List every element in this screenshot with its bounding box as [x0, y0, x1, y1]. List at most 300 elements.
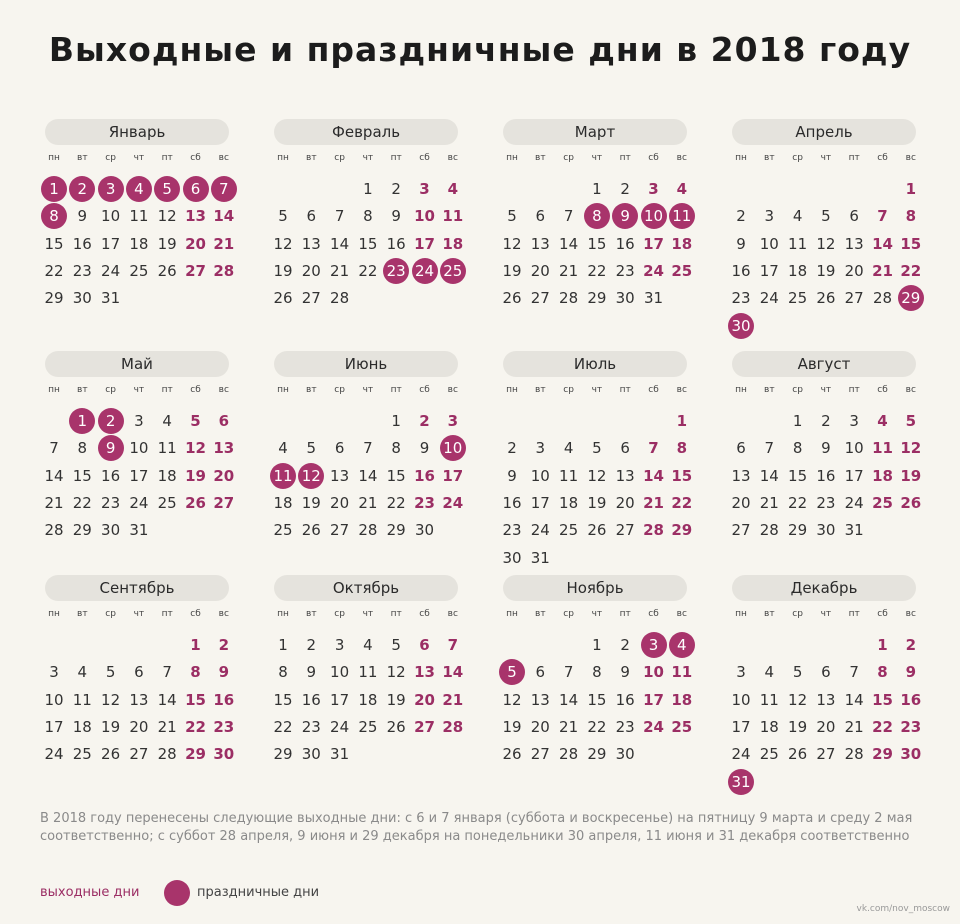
day: 20 [530, 261, 550, 280]
month-2 [269, 119, 463, 339]
weekend-day: 29 [185, 745, 206, 764]
weekend-day: 22 [900, 261, 922, 280]
weekend-day: 1 [676, 412, 688, 430]
day: 5 [507, 207, 517, 226]
month-4 [727, 119, 921, 339]
day: 11 [788, 234, 808, 253]
day: 19 [157, 234, 177, 253]
weekday-label: сб [877, 609, 888, 619]
day: 19 [502, 261, 522, 280]
month-name: Январь [45, 119, 229, 145]
day: 22 [358, 261, 378, 280]
weekend-day: 24 [643, 717, 664, 736]
day: 23 [72, 261, 92, 280]
holiday-day: 9 [98, 435, 124, 461]
weekend-day: 4 [877, 412, 888, 430]
weekend-day: 9 [905, 663, 917, 682]
weekend-day: 2 [218, 636, 230, 654]
month-name: Сентябрь [45, 575, 229, 601]
day: 9 [306, 663, 317, 682]
day: 10 [129, 439, 149, 458]
month-5 [40, 351, 234, 571]
weekday-label: вс [447, 609, 458, 619]
weekday-label: пн [277, 609, 289, 619]
day: 3 [849, 412, 859, 430]
weekend-day: 20 [185, 234, 206, 253]
weekday-label: сб [648, 609, 659, 619]
day: 12 [273, 234, 293, 253]
weekday-label: чт [133, 153, 145, 163]
weekend-day: 10 [414, 207, 435, 226]
holiday-day: 7 [211, 176, 237, 202]
day: 9 [391, 207, 401, 226]
day: 5 [792, 663, 803, 682]
month-name: Декабрь [732, 575, 916, 601]
transfer-note: В 2018 году перенесены следующие выходные дни: с 6 и 7 января (суббота и воскресенье) на пятницу 9 марта и среду 2 мая соответственно; с суббот 28 апреля, 9 июня и 29 декабря на понедельники 30 апреля, 11 июня и 31 декабря соответственно [40, 811, 913, 844]
day: 7 [563, 207, 574, 226]
day: 11 [157, 439, 177, 458]
weekday-label: пн [48, 385, 60, 395]
weekday-label: пт [848, 385, 860, 395]
weekend-day: 14 [213, 207, 235, 226]
day: 15 [788, 466, 808, 485]
day: 19 [587, 493, 607, 512]
day: 25 [129, 261, 149, 280]
day: 6 [334, 439, 345, 458]
month-12 [727, 575, 921, 795]
month-name: Май [45, 351, 229, 377]
day: 24 [759, 289, 779, 308]
day: 9 [620, 663, 630, 682]
holiday-day: 9 [612, 203, 638, 229]
holiday-day: 8 [41, 203, 67, 229]
day: 21 [358, 493, 378, 512]
weekend-day: 13 [185, 207, 206, 226]
day: 4 [792, 207, 803, 226]
weekday-label: вс [218, 609, 229, 619]
weekend-day: 17 [643, 234, 664, 253]
weekday-label: чт [362, 609, 374, 619]
day: 17 [844, 466, 864, 485]
day: 29 [587, 289, 607, 308]
day: 18 [273, 493, 293, 512]
weekend-day: 28 [442, 717, 464, 736]
day: 18 [559, 493, 579, 512]
day: 18 [129, 234, 149, 253]
day: 19 [816, 261, 836, 280]
day: 5 [391, 636, 401, 654]
day: 5 [105, 663, 116, 682]
weekday-label: пн [277, 385, 289, 395]
weekday-label: вс [905, 385, 916, 395]
day: 26 [788, 745, 808, 764]
weekday-label: вт [306, 153, 317, 163]
day: 25 [788, 289, 808, 308]
day: 20 [816, 717, 836, 736]
day: 29 [587, 745, 607, 764]
day: 26 [157, 261, 177, 280]
weekend-day: 13 [213, 439, 235, 458]
weekend-day: 4 [676, 180, 688, 198]
day: 24 [129, 493, 149, 512]
day: 8 [278, 663, 288, 682]
month-name: Март [503, 119, 687, 145]
weekend-day: 15 [900, 234, 922, 253]
weekday-label: чт [591, 385, 603, 395]
weekend-day: 11 [872, 439, 893, 458]
day: 16 [386, 234, 406, 253]
day: 24 [731, 745, 751, 764]
day: 16 [731, 261, 751, 280]
day: 31 [643, 289, 664, 308]
day: 22 [386, 493, 406, 512]
day: 15 [358, 234, 378, 253]
day: 9 [77, 207, 88, 226]
day: 26 [502, 289, 522, 308]
weekend-day: 22 [872, 717, 893, 736]
day: 31 [101, 289, 121, 308]
day: 16 [101, 466, 121, 485]
weekday-label: пн [735, 153, 747, 163]
weekend-day: 11 [442, 207, 464, 226]
day: 25 [273, 521, 293, 540]
day: 3 [736, 663, 746, 682]
weekday-label: вс [905, 153, 916, 163]
day: 9 [419, 439, 430, 458]
day: 19 [301, 493, 321, 512]
day: 1 [391, 412, 401, 430]
day: 15 [587, 234, 607, 253]
day: 30 [72, 289, 92, 308]
day: 8 [792, 439, 803, 458]
holiday-day: 24 [412, 258, 438, 284]
day: 3 [134, 412, 144, 430]
day: 1 [592, 180, 602, 198]
day: 7 [363, 439, 373, 458]
holiday-day: 31 [728, 769, 754, 795]
day: 9 [507, 466, 517, 485]
day: 23 [615, 261, 635, 280]
day: 24 [330, 717, 350, 736]
weekend-day: 16 [213, 690, 235, 709]
weekend-day: 18 [872, 466, 893, 485]
legend-holiday-label: праздничные дни [197, 885, 320, 900]
weekend-day: 1 [905, 180, 917, 198]
day: 4 [278, 439, 288, 458]
day: 17 [129, 466, 149, 485]
weekend-day: 4 [447, 180, 459, 198]
page-title: Выходные и праздничные дни в 2018 году [48, 30, 912, 69]
weekend-day: 24 [643, 261, 664, 280]
day: 27 [844, 289, 864, 308]
day: 8 [77, 439, 88, 458]
holiday-day: 5 [499, 659, 525, 685]
day: 3 [764, 207, 775, 226]
day: 1 [278, 636, 288, 654]
day: 2 [736, 207, 746, 226]
weekday-label: пт [161, 609, 173, 619]
weekday-label: пн [735, 609, 747, 619]
day: 18 [358, 690, 378, 709]
day: 27 [129, 745, 149, 764]
weekday-label: пн [277, 153, 289, 163]
day: 8 [363, 207, 373, 226]
day: 2 [821, 412, 831, 430]
day: 7 [764, 439, 775, 458]
weekday-label: чт [362, 153, 374, 163]
weekday-label: сб [877, 385, 888, 395]
holiday-day: 5 [154, 176, 180, 202]
weekday-label: вт [306, 385, 317, 395]
weekday-label: ср [563, 153, 574, 163]
month-name: Август [732, 351, 916, 377]
day: 26 [386, 717, 406, 736]
weekday-label: вт [77, 609, 88, 619]
day: 7 [334, 207, 345, 226]
day: 12 [386, 663, 406, 682]
weekend-day: 27 [213, 493, 235, 512]
weekday-label: ср [792, 385, 803, 395]
day: 23 [731, 289, 751, 308]
holiday-day: 2 [69, 176, 95, 202]
day: 12 [502, 690, 522, 709]
day: 18 [788, 261, 808, 280]
day: 18 [157, 466, 177, 485]
weekend-day: 21 [213, 234, 235, 253]
weekend-day: 3 [447, 412, 459, 430]
day: 13 [530, 690, 550, 709]
day: 27 [816, 745, 836, 764]
weekday-label: чт [820, 385, 832, 395]
day: 2 [507, 439, 517, 458]
weekday-label: чт [362, 385, 374, 395]
day: 23 [301, 717, 321, 736]
weekday-label: чт [133, 609, 145, 619]
legend-holiday-dot-icon [164, 880, 190, 906]
weekday-label: пт [619, 609, 631, 619]
weekday-label: сб [419, 153, 430, 163]
month-8 [727, 351, 921, 571]
weekend-day: 18 [671, 690, 693, 709]
weekend-day: 21 [442, 690, 464, 709]
day: 10 [44, 690, 64, 709]
weekday-label: пн [48, 153, 60, 163]
weekday-label: вт [764, 385, 775, 395]
holiday-day: 6 [183, 176, 209, 202]
day: 24 [844, 493, 864, 512]
weekday-label: ср [792, 609, 803, 619]
day: 30 [615, 745, 635, 764]
weekday-label: пт [390, 609, 402, 619]
day: 4 [764, 663, 775, 682]
weekend-day: 12 [185, 439, 206, 458]
day: 11 [358, 663, 378, 682]
day: 1 [792, 412, 803, 430]
day: 19 [788, 717, 808, 736]
legend-weekend-label: выходные дни [40, 885, 140, 900]
day: 17 [44, 717, 64, 736]
day: 7 [49, 439, 59, 458]
day: 11 [129, 207, 149, 226]
day: 26 [587, 521, 607, 540]
holiday-day: 10 [440, 435, 466, 461]
weekend-day: 23 [414, 493, 435, 512]
weekend-day: 15 [671, 466, 693, 485]
weekday-label: пт [619, 385, 631, 395]
weekend-day: 18 [671, 234, 693, 253]
day: 31 [844, 521, 864, 540]
day: 18 [72, 717, 92, 736]
weekend-day: 20 [414, 690, 435, 709]
weekend-day: 19 [900, 466, 922, 485]
month-3 [498, 119, 692, 339]
day: 30 [301, 745, 321, 764]
weekend-day: 3 [648, 180, 659, 198]
day: 2 [391, 180, 401, 198]
day: 19 [386, 690, 406, 709]
day: 22 [587, 717, 607, 736]
day: 25 [559, 521, 579, 540]
day: 14 [358, 466, 378, 485]
holiday-day: 3 [641, 632, 667, 658]
weekday-label: вс [447, 385, 458, 395]
day: 13 [816, 690, 836, 709]
day: 26 [273, 289, 293, 308]
month-name: Февраль [274, 119, 458, 145]
day: 2 [306, 636, 317, 654]
weekend-day: 26 [900, 493, 922, 512]
day: 27 [530, 289, 550, 308]
day: 24 [44, 745, 64, 764]
day: 11 [72, 690, 92, 709]
weekend-day: 23 [213, 717, 235, 736]
weekday-label: сб [648, 385, 659, 395]
weekday-label: вт [764, 609, 775, 619]
weekend-day: 28 [643, 521, 664, 540]
month-name: Октябрь [274, 575, 458, 601]
day: 12 [502, 234, 522, 253]
day: 9 [736, 234, 746, 253]
weekday-label: пн [48, 609, 60, 619]
day: 29 [788, 521, 808, 540]
day: 7 [162, 663, 172, 682]
day: 31 [330, 745, 350, 764]
weekend-day: 11 [671, 663, 693, 682]
weekend-day: 3 [419, 180, 430, 198]
weekend-day: 27 [414, 717, 435, 736]
weekend-day: 14 [872, 234, 893, 253]
weekend-day: 21 [643, 493, 664, 512]
weekday-label: вс [676, 609, 687, 619]
weekend-day: 21 [872, 261, 893, 280]
day: 15 [273, 690, 293, 709]
weekday-label: ср [792, 153, 803, 163]
weekend-day: 16 [900, 690, 922, 709]
weekend-day: 17 [643, 690, 664, 709]
day: 14 [844, 690, 864, 709]
weekend-day: 29 [872, 745, 893, 764]
day: 6 [736, 439, 746, 458]
day: 20 [330, 493, 350, 512]
day: 25 [157, 493, 177, 512]
day: 28 [559, 289, 579, 308]
day: 30 [816, 521, 836, 540]
day: 27 [530, 745, 550, 764]
weekday-label: ср [563, 385, 574, 395]
day: 26 [301, 521, 321, 540]
day: 19 [101, 717, 121, 736]
day: 9 [821, 439, 831, 458]
weekday-label: вс [676, 153, 687, 163]
weekday-label: вс [905, 609, 916, 619]
weekend-day: 18 [442, 234, 464, 253]
day: 6 [849, 207, 859, 226]
day: 5 [821, 207, 831, 226]
day: 28 [844, 745, 864, 764]
day: 10 [101, 207, 121, 226]
day: 13 [615, 466, 635, 485]
weekend-day: 2 [419, 412, 430, 430]
day: 16 [301, 690, 321, 709]
weekend-day: 17 [414, 234, 435, 253]
month-11 [498, 575, 692, 795]
weekday-label: вт [77, 153, 88, 163]
day: 22 [273, 717, 293, 736]
day: 21 [844, 717, 864, 736]
weekday-label: ср [334, 153, 345, 163]
day: 17 [101, 234, 121, 253]
weekday-label: пт [161, 153, 173, 163]
day: 12 [587, 466, 607, 485]
day: 21 [559, 261, 579, 280]
day: 16 [615, 690, 635, 709]
weekday-label: чт [820, 153, 832, 163]
holiday-day: 29 [898, 285, 924, 311]
weekend-day: 2 [905, 636, 917, 654]
weekday-label: вс [218, 385, 229, 395]
day: 28 [157, 745, 177, 764]
day: 23 [101, 493, 121, 512]
weekday-label: вс [676, 385, 687, 395]
day: 28 [559, 745, 579, 764]
day: 10 [731, 690, 751, 709]
month-name: Ноябрь [503, 575, 687, 601]
day: 28 [330, 289, 350, 308]
day: 1 [592, 636, 602, 654]
weekend-day: 30 [900, 745, 922, 764]
weekday-label: вт [535, 153, 546, 163]
weekday-label: пт [848, 609, 860, 619]
day: 6 [535, 207, 546, 226]
day: 28 [44, 521, 64, 540]
day: 14 [44, 466, 64, 485]
day: 17 [530, 493, 550, 512]
day: 10 [844, 439, 864, 458]
holiday-day: 23 [383, 258, 409, 284]
day: 31 [530, 548, 550, 567]
weekday-label: пт [390, 153, 402, 163]
day: 25 [358, 717, 378, 736]
day: 27 [301, 289, 321, 308]
weekday-label: вт [764, 153, 775, 163]
weekday-label: пн [735, 385, 747, 395]
day: 25 [759, 745, 779, 764]
weekend-day: 10 [643, 663, 664, 682]
weekend-day: 7 [648, 439, 659, 458]
day: 5 [592, 439, 602, 458]
weekday-label: вт [535, 385, 546, 395]
day: 20 [301, 261, 321, 280]
